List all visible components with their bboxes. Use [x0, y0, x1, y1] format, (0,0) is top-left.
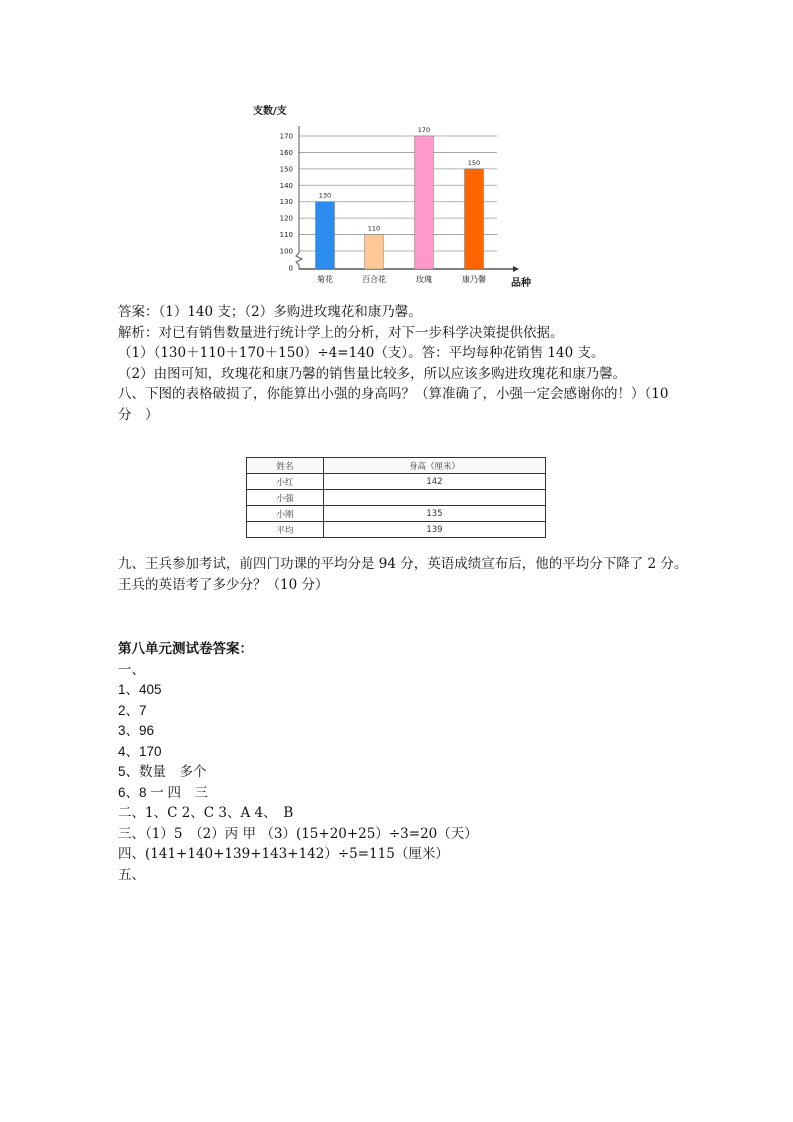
- bar: [415, 136, 434, 269]
- question-9-block: [118, 554, 688, 595]
- data-label: 150: [467, 158, 481, 167]
- y-tick-label: 150: [279, 165, 293, 174]
- x-axis-label: 品种: [511, 278, 531, 289]
- category-label: 百合花: [362, 275, 386, 284]
- bar: [316, 202, 335, 269]
- y-tick-label: 140: [279, 181, 293, 190]
- y-tick-label: 120: [279, 214, 293, 223]
- y-tick-label: 130: [279, 198, 293, 207]
- bar: [365, 235, 384, 269]
- x-axis-arrow: [513, 266, 519, 272]
- unit8-section5: 五、: [118, 866, 145, 883]
- question-9-text: 九、王兵参加考试，前四门功课的平均分是 94 分，英语成绩宣布后，他的平均分下降了 2 分。王兵的英语考了多少分？（10 分）: [118, 556, 688, 593]
- unit8-item: 2、7: [118, 702, 147, 718]
- category-label: 玫瑰: [416, 275, 432, 284]
- unit8-item: 6、8 一 四 三: [118, 784, 209, 800]
- unit8-section3: 三、（1）5 （2）丙 甲 （3）(15+20+25）÷3=20（天）: [118, 825, 478, 842]
- answer-7-block: [118, 302, 688, 425]
- data-label: 130: [318, 191, 332, 200]
- chart-svg: [245, 96, 545, 292]
- unit8-item: 3、96: [118, 723, 155, 738]
- y-tick-label: 0: [288, 264, 293, 273]
- table-cell: 小刚: [247, 506, 324, 522]
- table-cell: 139: [323, 522, 545, 538]
- table-cell: 142: [323, 474, 545, 490]
- table-header-height: 身高（厘米）: [323, 458, 545, 474]
- table-cell: 平均: [247, 522, 324, 538]
- answer-7-step1: （1）（130＋110＋170＋150）÷4=140（支）。答：平均每种花销售 140 支。: [118, 345, 605, 361]
- unit8-answers: [118, 639, 688, 885]
- data-label: 170: [417, 126, 431, 134]
- table-cell: [323, 490, 545, 506]
- answer-7-answer: 答案：（1）140 支；（2）多购进玫瑰花和康乃馨。: [118, 304, 422, 320]
- y-axis-label: 支数/支: [253, 106, 287, 117]
- flower-sales-bar-chart: [245, 96, 545, 292]
- y-tick-label: 110: [279, 231, 293, 240]
- unit8-item: 5、数量 多个: [118, 764, 207, 779]
- table-cell: 135: [323, 506, 545, 522]
- table-row: [247, 506, 546, 522]
- height-table: [246, 457, 546, 538]
- unit8-item: 4、170: [118, 743, 162, 759]
- table-row: [247, 474, 546, 490]
- table-header-row: [247, 458, 546, 474]
- y-tick-label: 100: [279, 247, 293, 256]
- unit8-item: 1、405: [118, 682, 162, 697]
- axis-break-mark: [296, 253, 302, 269]
- table-cell: 小红: [247, 474, 324, 490]
- category-label: 菊花: [317, 275, 333, 284]
- y-tick-label: 160: [279, 148, 293, 157]
- table-row: [247, 490, 546, 506]
- unit8-title: 第八单元测试卷答案：: [118, 641, 253, 657]
- unit8-section4: 四、(141+140+139+143+142）÷5=115（厘米）: [118, 846, 449, 862]
- data-label: 110: [367, 224, 381, 233]
- question-8-text: 八、下图的表格破损了，你能算出小强的身高吗？（算准确了，小强一定会感谢你的！）（10 分 ）: [118, 386, 673, 423]
- unit8-section1: 一、: [118, 661, 145, 678]
- category-label: 康乃馨: [462, 275, 486, 284]
- bar: [465, 169, 484, 269]
- unit8-section2: 二、1、C 2、C 3、A 4、 B: [118, 805, 294, 821]
- table-header-name: 姓名: [247, 458, 324, 474]
- table-cell: 小强: [247, 490, 324, 506]
- y-tick-label: 170: [279, 132, 293, 141]
- table-row: [247, 522, 546, 538]
- answer-7-analysis: 解析：对已有销售数量进行统计学上的分析，对下一步科学决策提供依据。: [118, 324, 564, 341]
- answer-7-step2: （2）由图可知，玫瑰花和康乃馨的销售量比较多，所以应该多购进玫瑰花和康乃馨。: [118, 365, 627, 382]
